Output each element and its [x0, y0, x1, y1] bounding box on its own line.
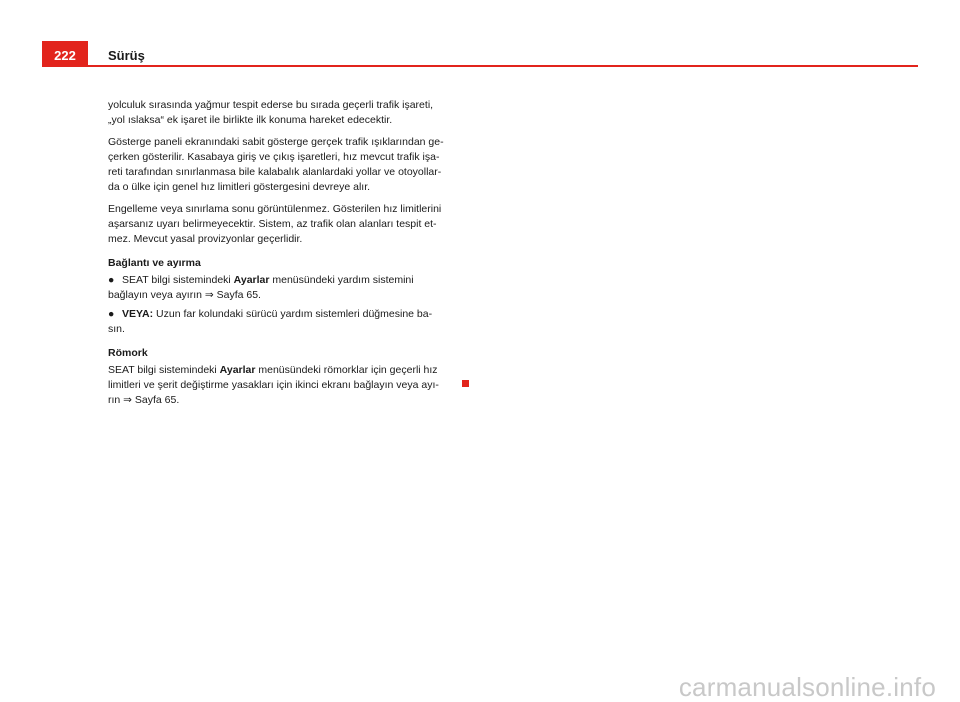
section-heading-trailer: Römork	[108, 347, 148, 359]
header-rule	[42, 65, 918, 67]
paragraph-display-conditions: Gösterge paneli ekranındaki sabit gösterge gerçek trafik ışıklarından ge- çerken gösterilir. Kasabaya giriş ve çıkış işaretleri, hız mevcut trafik işa- reti tarafından sınırlanmasa bile kalabalık alanlardaki yollar ve otoyollar- da o ülke için genel hız limitleri göstergesini devreye alır.	[108, 136, 444, 193]
bullet-icon: ●	[108, 308, 115, 320]
paragraph-trailer	[108, 363, 468, 408]
bullet-icon: ●	[108, 274, 115, 286]
paragraph-limitations: Engelleme veya sınırlama sonu görüntülenmez. Gösterilen hız limitlerini aşarsanız uyarı belirmeyecektir. Sistem, az trafik olan alanları tespit et- mez. Mevcut yasal provizyonlar geçerlidir.	[108, 203, 442, 245]
bullet-item-lever-button	[108, 307, 468, 337]
bullet-text-post: menüsündeki yardım sistemini bağlayın veya ayırın ⇒ Sayfa 65.	[108, 274, 414, 301]
paragraph-text-pre: SEAT bilgi sistemindeki	[108, 364, 220, 376]
paragraph-text-bold: Ayarlar	[219, 364, 256, 376]
section-heading-connect: Bağlantı ve ayırma	[108, 257, 201, 269]
bullet-text-pre: SEAT bilgi sistemindeki	[122, 274, 234, 286]
page-content	[108, 98, 468, 415]
bullet-text-post: Uzun far kolundaki sürücü yardım sistemleri düğmesine ba- sın.	[108, 308, 433, 335]
bullet-text-bold: Ayarlar	[233, 274, 270, 286]
page-header	[42, 41, 918, 67]
bullet-item-settings-menu	[108, 273, 468, 303]
watermark-text: carmanualsonline.info	[678, 672, 936, 702]
paragraph-text-post: menüsündeki römorklar için geçerli hız limitleri ve şerit değiştirme yasakları için ikinci ekranı bağlayın veya ayı- rın ⇒ Sayfa 65.	[108, 364, 439, 406]
page-number: 222	[42, 41, 88, 67]
bullet-text-bold: VEYA:	[122, 308, 154, 320]
chapter-title: Sürüş	[108, 48, 145, 63]
paragraph-rain-sign: yolculuk sırasında yağmur tespit ederse bu sırada geçerli trafik işareti, „yol ıslaksa“ ek işaret ile birlikte ilk konuma hareket edecektir.	[108, 99, 434, 126]
section-end-marker	[462, 380, 469, 387]
